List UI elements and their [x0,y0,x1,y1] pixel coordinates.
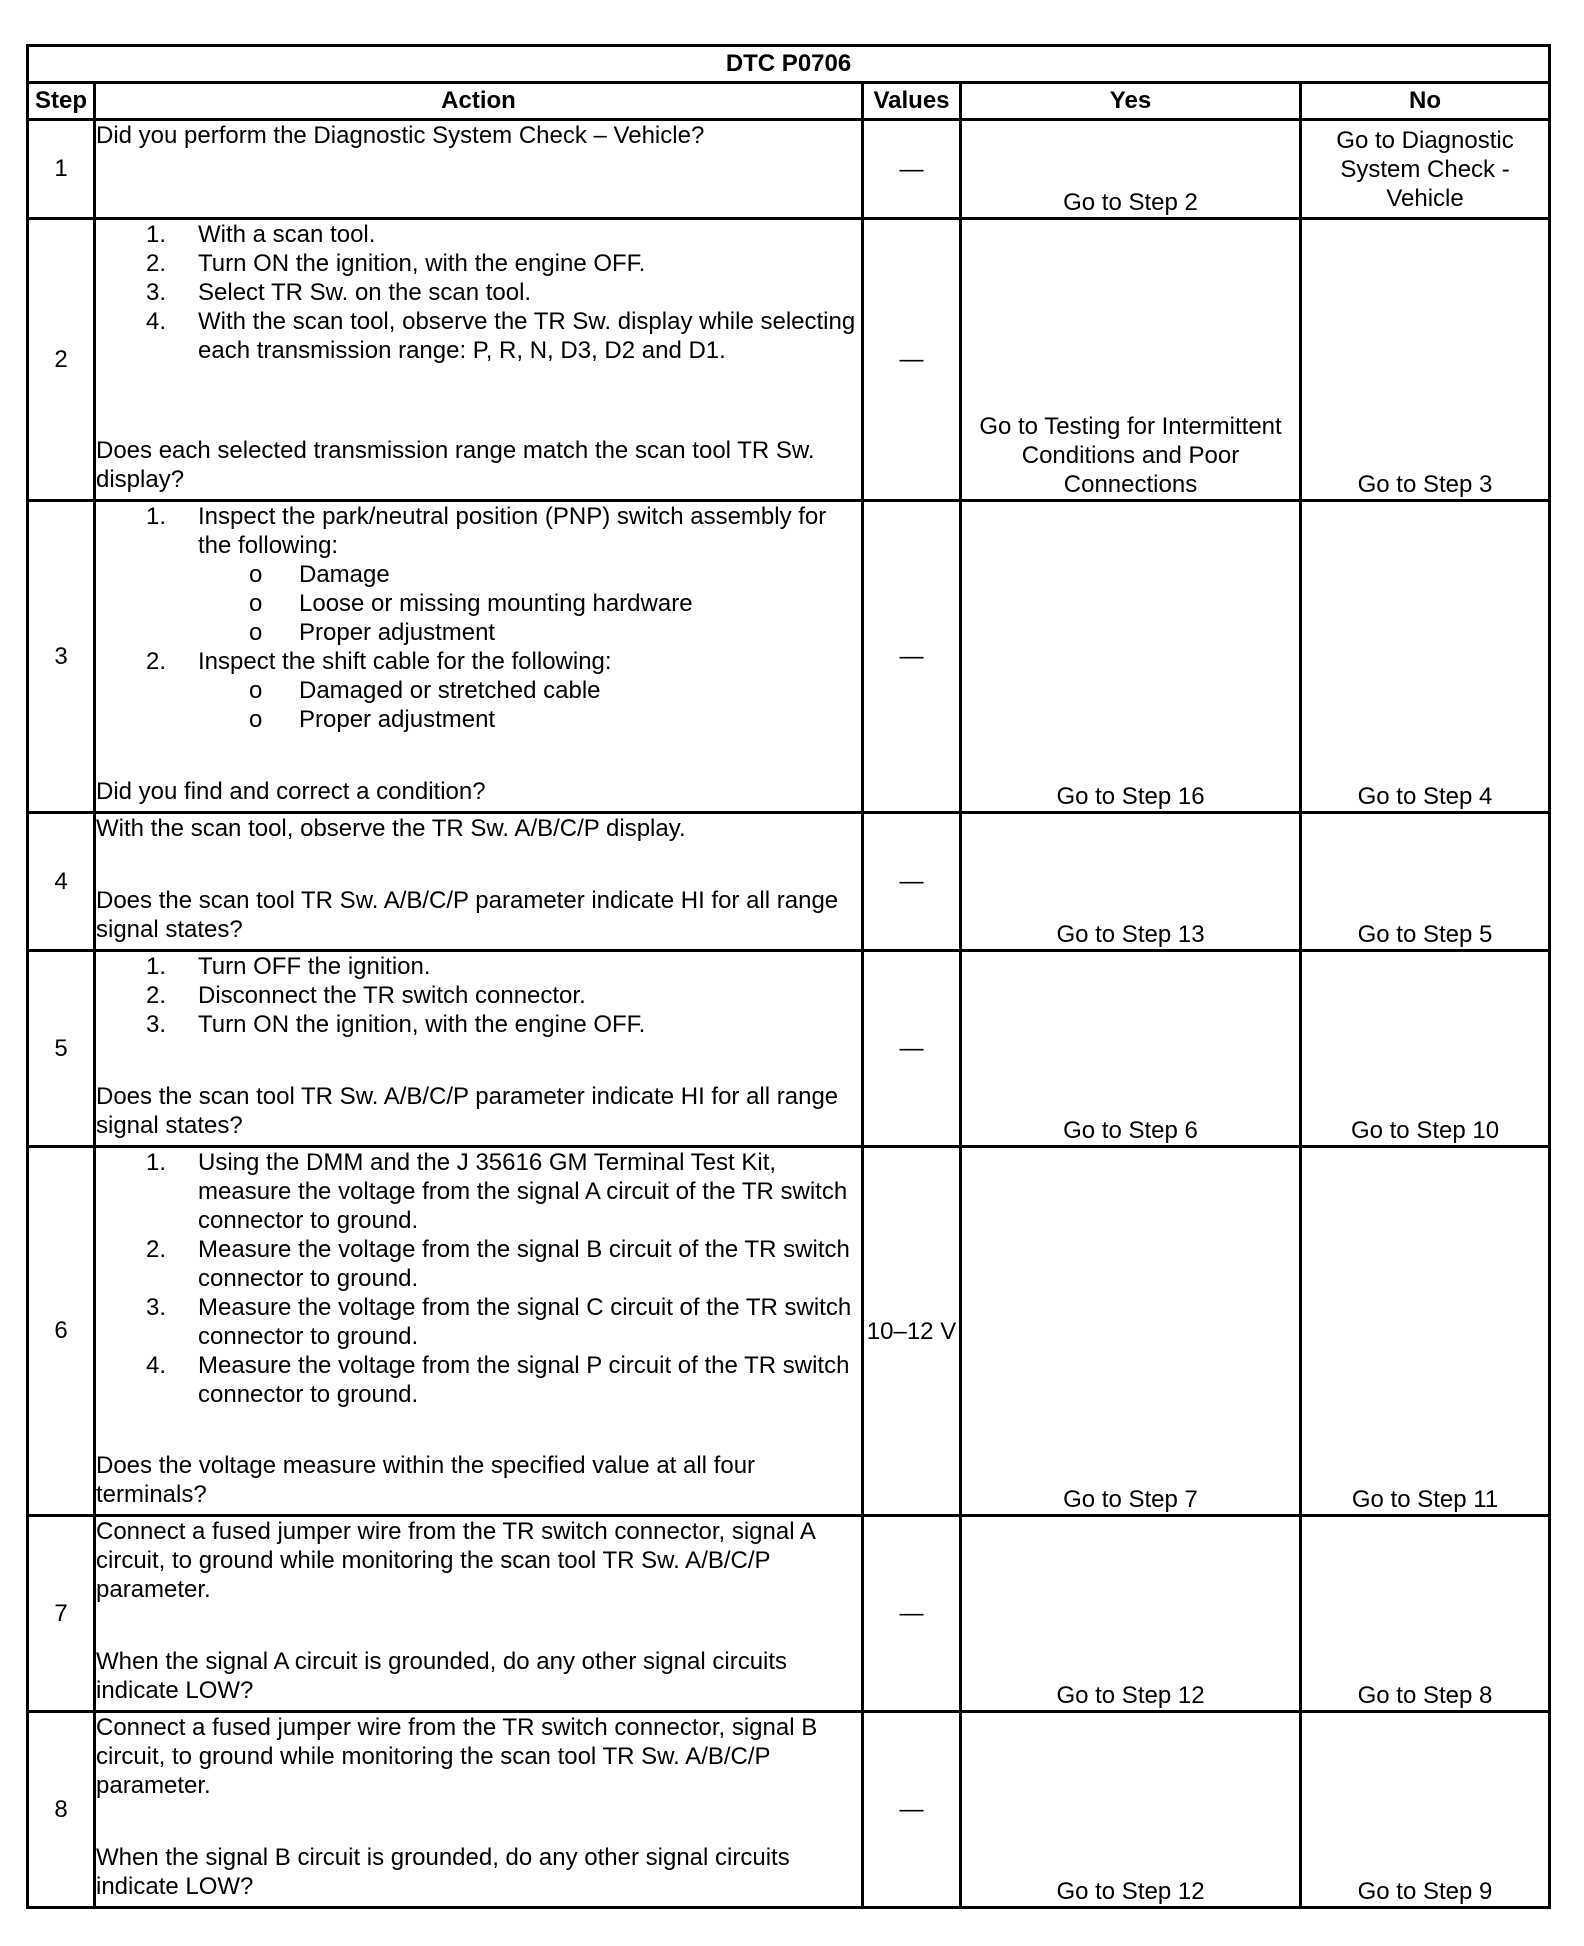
step-number: 3 [28,501,95,813]
item-text: Select TR Sw. on the scan tool. [198,279,532,306]
item-number: 3. [146,1011,167,1038]
item-number: 3. [146,279,167,306]
item-text: Disconnect the TR switch connector. [198,982,586,1009]
item-number: 1. [146,221,167,248]
action-cell [95,219,863,501]
sub-item-text: Damaged or stretched cable [299,677,601,704]
header-no: No [1301,83,1550,120]
no-cell: Go to Step 9 [1301,1712,1550,1908]
action-cell [95,501,863,813]
item-number: 2. [146,250,167,277]
action-question: Does the scan tool TR Sw. A/B/C/P parameter indicate HI for all range signal states? [96,1083,839,1139]
header-values: Values [863,83,961,120]
action-cell [95,951,863,1147]
header-yes: Yes [961,83,1301,120]
values-cell: — [863,1712,961,1908]
no-cell: Go to Step 8 [1301,1516,1550,1712]
header-action: Action [95,83,863,120]
list-item [96,1293,861,1351]
table-title: DTC P0706 [28,46,1550,83]
sub-item-text: Loose or missing mounting hardware [299,590,693,617]
action-question: When the signal B circuit is grounded, do any other signal circuits indicate LOW? [96,1844,790,1900]
table-row [28,1147,1550,1516]
action-steps [96,952,861,1039]
no-cell: Go to Step 4 [1301,501,1550,813]
list-item [96,1351,861,1409]
table-row [28,1516,1550,1712]
item-text: Measure the voltage from the signal B circuit of the TR switch connector to ground. [198,1236,850,1292]
item-text: With the scan tool, observe the TR Sw. display while selecting each transmission range: P, R, N, D3, D2 and D1. [198,308,856,364]
table-row [28,501,1550,813]
values-cell: — [863,951,961,1147]
values-cell: — [863,120,961,219]
list-item [96,1235,861,1293]
item-number: 1. [146,503,167,530]
values-cell: — [863,1516,961,1712]
values-cell: — [863,813,961,951]
item-number: 2. [146,1236,167,1263]
action-intro: Connect a fused jumper wire from the TR switch connector, signal B circuit, to ground while monitoring the scan tool TR Sw. A/B/C/P parameter. [96,1714,818,1799]
step-number: 1 [28,120,95,219]
sub-item-text: Damage [299,561,390,588]
action-cell [95,1147,863,1516]
action-cell [95,813,863,951]
list-item [96,952,861,981]
yes-cell: Go to Step 16 [961,501,1301,813]
step-number: 4 [28,813,95,951]
action-cell [95,1516,863,1712]
step-number: 2 [28,219,95,501]
list-item [96,249,861,278]
values-cell: — [863,219,961,501]
item-number: 1. [146,1149,167,1176]
item-number: 4. [146,308,167,335]
no-cell: Go to Step 5 [1301,813,1550,951]
item-number: 3. [146,1294,167,1321]
step-number: 6 [28,1147,95,1516]
action-steps [96,1148,861,1409]
step-number: 8 [28,1712,95,1908]
step-number: 7 [28,1516,95,1712]
yes-cell: Go to Step 12 [961,1516,1301,1712]
sub-list [198,676,861,734]
list-item [96,220,861,249]
values-cell: 10–12 V [863,1147,961,1516]
list-item [96,307,861,365]
yes-cell: Go to Step 6 [961,951,1301,1147]
action-steps [96,220,861,365]
item-number: 4. [146,1352,167,1379]
bullet-icon: o [249,619,263,646]
table-row [28,120,1550,219]
bullet-icon: o [249,706,263,733]
sub-item-text: Proper adjustment [299,706,496,733]
sub-item-text: Proper adjustment [299,619,496,646]
no-cell: Go to Diagnostic System Check - Vehicle [1301,120,1550,219]
action-intro: Connect a fused jumper wire from the TR switch connector, signal A circuit, to ground while monitoring the scan tool TR Sw. A/B/C/P parameter. [96,1518,815,1603]
step-number: 5 [28,951,95,1147]
header-step: Step [28,83,95,120]
action-question: When the signal A circuit is grounded, do any other signal circuits indicate LOW? [96,1648,788,1704]
list-item [96,278,861,307]
table-row [28,219,1550,501]
action-intro: With the scan tool, observe the TR Sw. A/B/C/P display. [96,815,686,842]
sub-item [198,705,861,734]
list-item [96,1010,861,1039]
sub-item [198,589,861,618]
no-cell: Go to Step 11 [1301,1147,1550,1516]
sub-item [198,560,861,589]
table-body [28,120,1550,1908]
action-steps [96,502,861,734]
item-text: Turn ON the ignition, with the engine OFF. [198,1011,646,1038]
item-text: Measure the voltage from the signal P circuit of the TR switch connector to ground. [198,1352,850,1408]
bullet-icon: o [249,561,263,588]
table-row [28,1712,1550,1908]
item-text: Inspect the park/neutral position (PNP) switch assembly for the following: [198,503,827,559]
yes-cell: Go to Step 12 [961,1712,1301,1908]
values-cell: — [863,501,961,813]
no-cell: Go to Step 3 [1301,219,1550,501]
bullet-icon: o [249,590,263,617]
yes-cell: Go to Step 7 [961,1147,1301,1516]
item-number: 2. [146,982,167,1009]
action-question: Does the voltage measure within the specified value at all four terminals? [96,1452,756,1508]
action-question: Did you find and correct a condition? [96,778,486,805]
yes-cell: Go to Step 2 [961,120,1301,219]
item-text: Inspect the shift cable for the following: [198,648,612,675]
table-row [28,813,1550,951]
sub-list [198,560,861,647]
action-question: Does each selected transmission range match the scan tool TR Sw. display? [96,437,815,493]
action-intro: Did you perform the Diagnostic System Check – Vehicle? [96,122,705,149]
action-cell [95,1712,863,1908]
bullet-icon: o [249,677,263,704]
item-text: With a scan tool. [198,221,376,248]
list-item [96,647,861,734]
action-question: Does the scan tool TR Sw. A/B/C/P parameter indicate HI for all range signal states? [96,887,839,943]
list-item [96,981,861,1010]
sub-item [198,618,861,647]
item-text: Measure the voltage from the signal C circuit of the TR switch connector to ground. [198,1294,852,1350]
list-item [96,1148,861,1235]
item-text: Using the DMM and the J 35616 GM Terminal Test Kit, measure the voltage from the signal A circuit of the TR switch connector to ground. [198,1149,848,1234]
table-row [28,951,1550,1147]
list-item [96,502,861,647]
sub-item [198,676,861,705]
item-text: Turn ON the ignition, with the engine OFF. [198,250,646,277]
yes-cell: Go to Step 13 [961,813,1301,951]
item-number: 2. [146,648,167,675]
dtc-table [26,44,1551,1909]
item-number: 1. [146,953,167,980]
action-cell [95,120,863,219]
yes-cell: Go to Testing for Intermittent Conditions and Poor Connections [961,219,1301,501]
item-text: Turn OFF the ignition. [198,953,431,980]
no-cell: Go to Step 10 [1301,951,1550,1147]
